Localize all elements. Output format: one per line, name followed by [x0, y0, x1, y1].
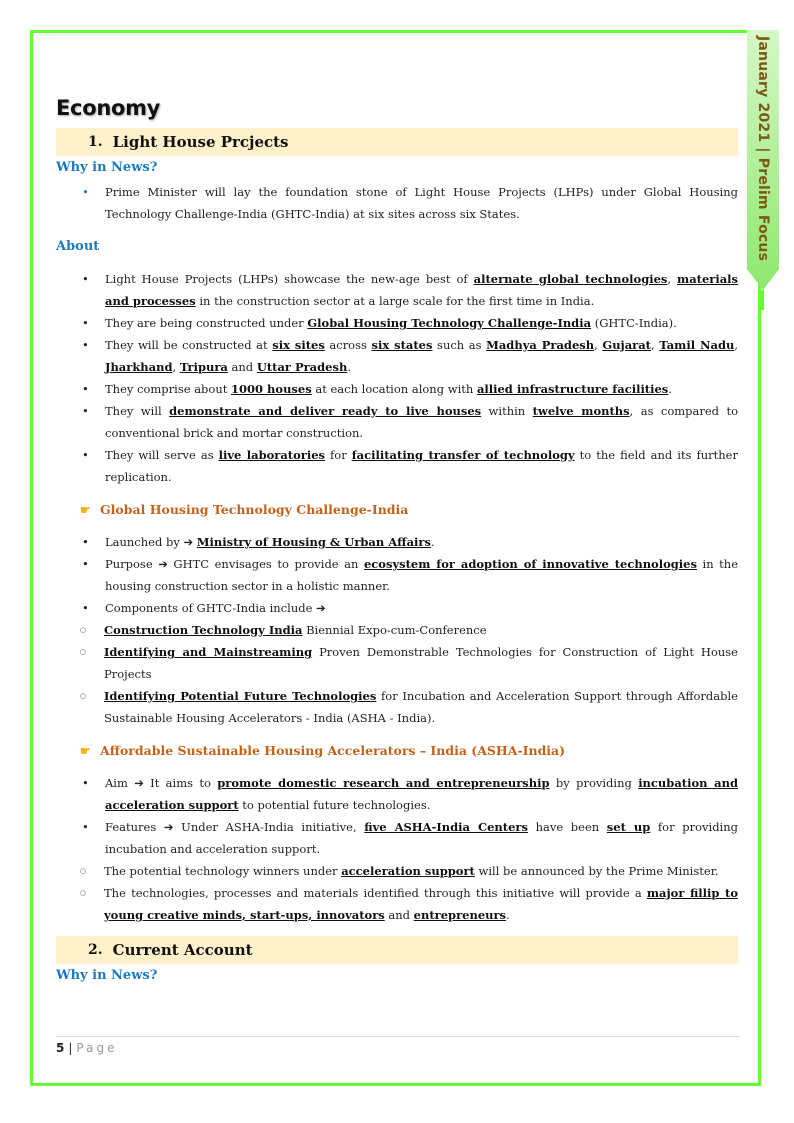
ghtc-components-list [56, 619, 738, 729]
key-term: Identifying Potential Future Technologies [104, 689, 377, 703]
footer-divider [56, 1036, 740, 1037]
section-heading-light-house [56, 128, 738, 156]
section-number: 1. [88, 134, 103, 150]
key-term: allied infrastructure facilities [476, 382, 669, 396]
key-term: ecosystem for adoption of innovative technologies [363, 557, 697, 571]
section-heading-current-account [56, 936, 738, 964]
page-footer [56, 1041, 117, 1055]
list-item: • They will serve as live laboratories for facilitating transfer of technology to the field and its further replication. [56, 444, 738, 488]
key-term: set up [606, 820, 651, 834]
key-term: Construction Technology India [104, 623, 303, 637]
key-term: Ministry of Housing & Urban Affairs [196, 535, 431, 549]
asha-heading [80, 743, 738, 758]
key-term: acceleration support [341, 864, 475, 878]
page-content [56, 96, 738, 989]
page-number: 5 [56, 1041, 65, 1055]
list-item: • They will be constructed at six sites across six states such as Madhya Pradesh, Gujarat, Tamil Nadu, Jharkhand, Tripura and Uttar Pradesh. [56, 334, 738, 378]
key-term: Gujarat [602, 338, 651, 352]
why-in-news-label: Why in News? [56, 160, 158, 175]
key-term: twelve months [532, 404, 630, 418]
footer-separator: | [68, 1041, 73, 1055]
list-item: • Prime Minister will lay the foundation stone of Light House Projects (LHPs) under Global Housing Technology Challenge-India (GHTC-India) at six sites across six States. [56, 181, 738, 225]
key-term: promote domestic research and entrepreneurship [217, 776, 550, 790]
list-item: ○ The potential technology winners under acceleration support will be announced by the Prime Minister. [56, 860, 738, 882]
list-item: • Light House Projects (LHPs) showcase the new-age best of alternate global technologies, materials and processes in the construction sector at a large scale for the first time in India. [56, 268, 738, 312]
about-label: About [56, 239, 100, 254]
page-label: Page [76, 1041, 118, 1055]
section-title: Light House Prcjects [112, 133, 289, 151]
key-term: Madhya Pradesh [486, 338, 595, 352]
list-item: • They comprise about 1000 houses at each location along with allied infrastructure facilities. [56, 378, 738, 400]
key-term: Jharkhand [105, 360, 173, 374]
list-item: • Components of GHTC-India include ➔ [56, 597, 738, 619]
ghtc-list [56, 531, 738, 619]
list-item: • They will demonstrate and deliver ready to live houses within twelve months, as compared to conventional brick and mortar construction. [56, 400, 738, 444]
key-term: Identifying and Mainstreaming [104, 645, 313, 659]
asha-list [56, 772, 738, 860]
pointing-hand-icon: ☛ [80, 502, 91, 517]
section-number: 2. [88, 942, 103, 958]
page-title: Economy [56, 96, 161, 120]
key-term: demonstrate and deliver ready to live houses [169, 404, 482, 418]
key-term: Tripura [179, 360, 228, 374]
side-tab-stem [761, 290, 764, 310]
section-title: Current Account [112, 941, 253, 959]
list-item: • They are being constructed under Global Housing Technology Challenge-India (GHTC-India). [56, 312, 738, 334]
why-in-news-label: Why in News? [56, 968, 158, 983]
list-item: ○ The technologies, processes and materials identified through this initiative will provide a major fillip to young creative minds, start-ups, innovators and entrepreneurs. [56, 882, 738, 926]
about-list [56, 268, 738, 488]
key-term: incubation and acceleration support [105, 776, 739, 812]
list-item: ○ Construction Technology India Biennial Expo-cum-Conference [56, 619, 738, 641]
key-term: Global Housing Technology Challenge-India [307, 316, 592, 330]
key-term: alternate global technologies [473, 272, 668, 286]
asha-heading-text: Affordable Sustainable Housing Accelerators – India (ASHA-India) [100, 743, 566, 758]
side-tab-label: January 2021 | Prelim Focus [755, 36, 771, 262]
key-term: facilitating transfer of technology [351, 448, 575, 462]
key-term: materials and processes [105, 272, 739, 308]
key-term: six sites [272, 338, 325, 352]
list-item: ○ Identifying and Mainstreaming Proven Demonstrable Technologies for Construction of Light House Projects [56, 641, 738, 685]
key-term: live laboratories [218, 448, 325, 462]
ghtc-heading-text: Global Housing Technology Challenge-India [100, 502, 409, 517]
list-item: • Aim ➔ It aims to promote domestic research and entrepreneurship by providing incubation and acceleration support to potential future technologies. [56, 772, 738, 816]
asha-sub-list [56, 860, 738, 926]
key-term: Tamil Nadu [659, 338, 735, 352]
key-term: entrepreneurs [413, 908, 507, 922]
list-item: • Features ➔ Under ASHA-India initiative, five ASHA-India Centers have been set up for providing incubation and acceleration support. [56, 816, 738, 860]
why-in-news-list [56, 181, 738, 225]
pointing-hand-icon: ☛ [80, 743, 91, 758]
ghtc-heading [80, 502, 738, 517]
list-item: • Purpose ➔ GHTC envisages to provide an ecosystem for adoption of innovative technologies in the housing construction sector in a holistic manner. [56, 553, 738, 597]
key-term: 1000 houses [231, 382, 312, 396]
list-item: ○ Identifying Potential Future Technologies for Incubation and Acceleration Support through Affordable Sustainable Housing Accelerators - India (ASHA - India). [56, 685, 738, 729]
key-term: six states [371, 338, 433, 352]
key-term: major fillip to young creative minds, start-ups, innovators [104, 886, 738, 922]
list-item: • Launched by ➔ Ministry of Housing & Urban Affairs. [56, 531, 738, 553]
key-term: Uttar Pradesh [256, 360, 348, 374]
key-term: five ASHA-India Centers [364, 820, 528, 834]
